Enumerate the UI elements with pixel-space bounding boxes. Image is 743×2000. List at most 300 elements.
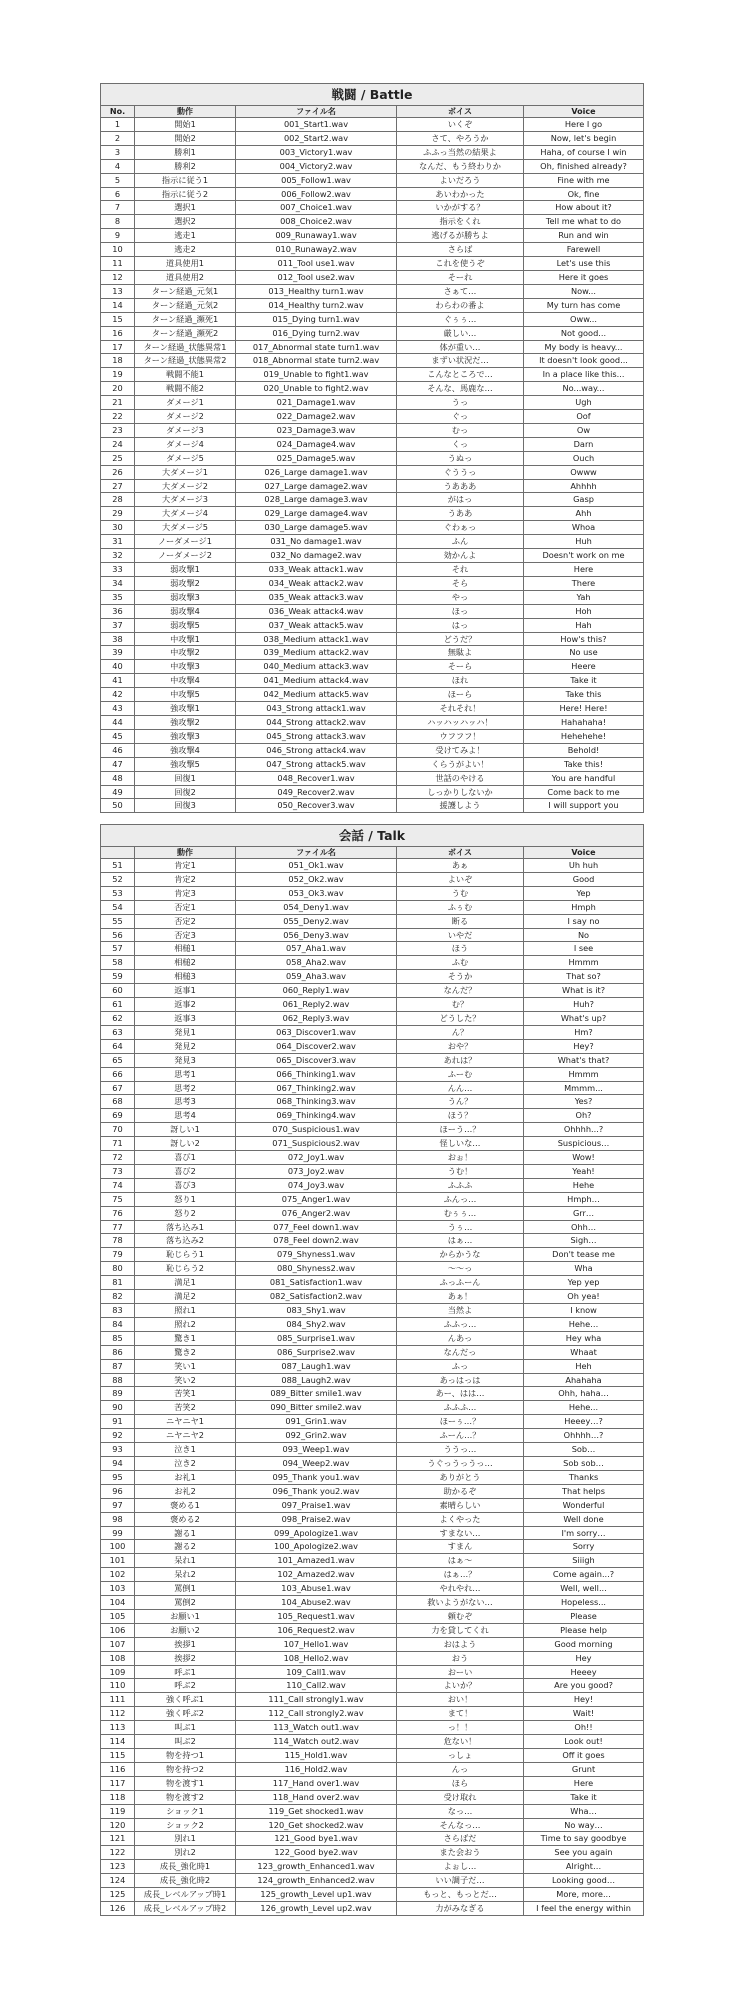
file-name-cell: 013_Healthy turn1.wav <box>236 284 397 298</box>
voice-en-cell: My body is heavy... <box>524 340 644 354</box>
action-cell: ダメージ5 <box>135 451 236 465</box>
table-row <box>101 1707 644 1721</box>
voice-jp-cell: いかがする？ <box>397 201 524 215</box>
voice-jp-cell: ほう？ <box>397 1109 524 1123</box>
col-header-voice-en: Voice <box>524 847 644 859</box>
action-cell: 謝る2 <box>135 1540 236 1554</box>
voice-jp-cell: んあっ <box>397 1331 524 1345</box>
file-name-cell: 117_Hand over1.wav <box>236 1776 397 1790</box>
action-cell: 弱攻撃1 <box>135 563 236 577</box>
table-row <box>101 1137 644 1151</box>
action-cell: 挨拶1 <box>135 1637 236 1651</box>
table-row <box>101 1067 644 1081</box>
action-cell: 中攻撃5 <box>135 688 236 702</box>
file-name-cell: 097_Praise1.wav <box>236 1498 397 1512</box>
row-number: 119 <box>101 1804 135 1818</box>
voice-en-cell: Tell me what to do <box>524 215 644 229</box>
row-number: 34 <box>101 576 135 590</box>
action-cell: 罵倒2 <box>135 1596 236 1610</box>
table-row <box>101 1011 644 1025</box>
table-row <box>101 1846 644 1860</box>
row-number: 66 <box>101 1067 135 1081</box>
row-number: 93 <box>101 1443 135 1457</box>
table-row <box>101 270 644 284</box>
table-row <box>101 1415 644 1429</box>
voice-en-cell: Not good... <box>524 326 644 340</box>
voice-en-cell: Yah <box>524 590 644 604</box>
action-cell: 物を持つ1 <box>135 1749 236 1763</box>
table-row <box>101 201 644 215</box>
action-cell: 成長_強化時2 <box>135 1874 236 1888</box>
voice-jp-cell: むぅぅ… <box>397 1206 524 1220</box>
voice-jp-cell: まて！ <box>397 1707 524 1721</box>
voice-jp-cell: はぁ…？ <box>397 1568 524 1582</box>
action-cell: 否定2 <box>135 914 236 928</box>
voice-en-cell: Well done <box>524 1512 644 1526</box>
file-name-cell: 036_Weak attack4.wav <box>236 604 397 618</box>
table-row <box>101 396 644 410</box>
row-number: 52 <box>101 872 135 886</box>
voice-en-cell: My turn has come <box>524 298 644 312</box>
file-name-cell: 024_Damage4.wav <box>236 437 397 451</box>
table-row <box>101 1373 644 1387</box>
voice-jp-cell: おはよう <box>397 1637 524 1651</box>
row-number: 96 <box>101 1484 135 1498</box>
voice-en-cell: How about it? <box>524 201 644 215</box>
voice-jp-cell: 効かんよ <box>397 549 524 563</box>
row-number: 114 <box>101 1735 135 1749</box>
voice-en-cell: Whaat <box>524 1345 644 1359</box>
row-number: 84 <box>101 1317 135 1331</box>
action-cell: 怒り2 <box>135 1206 236 1220</box>
table-row <box>101 1234 644 1248</box>
voice-en-cell: Hopeless... <box>524 1596 644 1610</box>
table-row <box>101 451 644 465</box>
action-cell: 発見3 <box>135 1053 236 1067</box>
table-row <box>101 1025 644 1039</box>
voice-en-cell: Ohh, haha… <box>524 1387 644 1401</box>
table-row <box>101 1095 644 1109</box>
file-name-cell: 067_Thinking2.wav <box>236 1081 397 1095</box>
file-name-cell: 051_Ok1.wav <box>236 859 397 873</box>
table-row <box>101 1387 644 1401</box>
row-number: 95 <box>101 1470 135 1484</box>
row-number: 110 <box>101 1679 135 1693</box>
table-row <box>101 1735 644 1749</box>
file-name-cell: 107_Hello1.wav <box>236 1637 397 1651</box>
action-cell: 相槌2 <box>135 956 236 970</box>
voice-jp-cell: うあああ <box>397 479 524 493</box>
file-name-cell: 078_Feel down2.wav <box>236 1234 397 1248</box>
table-row <box>101 859 644 873</box>
file-name-cell: 118_Hand over2.wav <box>236 1790 397 1804</box>
voice-jp-cell: ほう <box>397 942 524 956</box>
col-header-voice-jp: ボイス <box>397 847 524 859</box>
voice-en-cell: Oh yea! <box>524 1290 644 1304</box>
voice-en-cell: Heeey…? <box>524 1415 644 1429</box>
table-row <box>101 1721 644 1735</box>
voice-jp-cell: んっ <box>397 1762 524 1776</box>
table-row <box>101 1874 644 1888</box>
voice-jp-cell: いくぞ <box>397 118 524 132</box>
action-cell: お礼1 <box>135 1470 236 1484</box>
row-number: 48 <box>101 771 135 785</box>
table-row <box>101 688 644 702</box>
row-number: 46 <box>101 743 135 757</box>
voice-en-cell: Wow! <box>524 1151 644 1165</box>
voice-jp-cell: ふっふーん <box>397 1276 524 1290</box>
action-cell: 選択2 <box>135 215 236 229</box>
row-number: 49 <box>101 785 135 799</box>
action-cell: 中攻撃1 <box>135 632 236 646</box>
voice-jp-cell: なんだっ <box>397 1345 524 1359</box>
file-name-cell: 032_No damage2.wav <box>236 549 397 563</box>
action-cell: 落ち込み2 <box>135 1234 236 1248</box>
action-cell: ニヤニヤ2 <box>135 1429 236 1443</box>
file-name-cell: 047_Strong attack5.wav <box>236 757 397 771</box>
action-cell: ショック1 <box>135 1804 236 1818</box>
voice-jp-cell: むっ <box>397 423 524 437</box>
action-cell: 開始1 <box>135 118 236 132</box>
row-number: 31 <box>101 535 135 549</box>
action-cell: 笑い1 <box>135 1359 236 1373</box>
table-row <box>101 229 644 243</box>
row-number: 12 <box>101 270 135 284</box>
voice-jp-cell: ぐぅぅ… <box>397 312 524 326</box>
action-cell: 照れ1 <box>135 1304 236 1318</box>
action-cell: 笑い2 <box>135 1373 236 1387</box>
file-name-cell: 005_Follow1.wav <box>236 173 397 187</box>
action-cell: 戦闘不能2 <box>135 382 236 396</box>
voice-jp-cell: おや？ <box>397 1039 524 1053</box>
voice-en-cell: It doesn't look good... <box>524 354 644 368</box>
action-cell: 肯定1 <box>135 859 236 873</box>
action-cell: 弱攻撃3 <box>135 590 236 604</box>
action-cell: ターン経過_状態異常1 <box>135 340 236 354</box>
voice-en-cell: I'm sorry… <box>524 1526 644 1540</box>
file-name-cell: 065_Discover3.wav <box>236 1053 397 1067</box>
row-number: 69 <box>101 1109 135 1123</box>
voice-en-cell: Wha… <box>524 1804 644 1818</box>
action-cell: ダメージ3 <box>135 423 236 437</box>
action-cell: ターン経過_元気2 <box>135 298 236 312</box>
row-number: 112 <box>101 1707 135 1721</box>
voice-en-cell: Haha, of course I win <box>524 145 644 159</box>
action-cell: 強攻撃3 <box>135 729 236 743</box>
voice-en-cell: See you again <box>524 1846 644 1860</box>
file-name-cell: 125_growth_Level up1.wav <box>236 1888 397 1902</box>
voice-en-cell: Mmmm... <box>524 1081 644 1095</box>
voice-jp-cell: うぐっうっうっ… <box>397 1456 524 1470</box>
voice-en-cell: Heh <box>524 1359 644 1373</box>
file-name-cell: 061_Reply2.wav <box>236 998 397 1012</box>
voice-jp-cell: 危ない！ <box>397 1735 524 1749</box>
action-cell: 喜び3 <box>135 1178 236 1192</box>
row-number: 41 <box>101 674 135 688</box>
voice-jp-cell: ほら <box>397 1776 524 1790</box>
file-name-cell: 076_Anger2.wav <box>236 1206 397 1220</box>
voice-en-cell: Sorry <box>524 1540 644 1554</box>
voice-jp-cell: いやだ <box>397 928 524 942</box>
row-number: 28 <box>101 493 135 507</box>
action-cell: 大ダメージ1 <box>135 465 236 479</box>
file-name-cell: 031_No damage1.wav <box>236 535 397 549</box>
voice-jp-cell: はぁ… <box>397 1234 524 1248</box>
voice-en-cell: Come again...? <box>524 1568 644 1582</box>
action-cell: 成長_レベルアップ時1 <box>135 1888 236 1902</box>
file-name-cell: 104_Abuse2.wav <box>236 1596 397 1610</box>
voice-jp-cell: あれは？ <box>397 1053 524 1067</box>
voice-en-cell: Please <box>524 1609 644 1623</box>
action-cell: 返事3 <box>135 1011 236 1025</box>
action-cell: ノーダメージ1 <box>135 535 236 549</box>
voice-jp-cell: あっはっは <box>397 1373 524 1387</box>
row-number: 61 <box>101 998 135 1012</box>
file-name-cell: 025_Damage5.wav <box>236 451 397 465</box>
action-cell: 訝しい2 <box>135 1137 236 1151</box>
col-header-no <box>101 847 135 859</box>
row-number: 35 <box>101 590 135 604</box>
row-number: 123 <box>101 1860 135 1874</box>
voice-jp-cell: ふん <box>397 535 524 549</box>
row-number: 88 <box>101 1373 135 1387</box>
action-cell: 相槌3 <box>135 970 236 984</box>
voice-jp-cell: よいだろう <box>397 173 524 187</box>
file-name-cell: 073_Joy2.wav <box>236 1164 397 1178</box>
row-number: 64 <box>101 1039 135 1053</box>
row-number: 125 <box>101 1888 135 1902</box>
file-name-cell: 035_Weak attack3.wav <box>236 590 397 604</box>
row-number: 82 <box>101 1290 135 1304</box>
row-number: 99 <box>101 1526 135 1540</box>
file-name-cell: 008_Choice2.wav <box>236 215 397 229</box>
action-cell: お願い1 <box>135 1609 236 1623</box>
row-number: 25 <box>101 451 135 465</box>
action-cell: 呼ぶ1 <box>135 1665 236 1679</box>
file-name-cell: 098_Praise2.wav <box>236 1512 397 1526</box>
action-cell: 道具使用1 <box>135 257 236 271</box>
file-name-cell: 018_Abnormal state turn2.wav <box>236 354 397 368</box>
row-number: 33 <box>101 563 135 577</box>
row-number: 67 <box>101 1081 135 1095</box>
action-cell: 成長_レベルアップ時2 <box>135 1901 236 1915</box>
voice-en-cell: Hehe... <box>524 1401 644 1415</box>
table-row <box>101 1359 644 1373</box>
voice-en-cell: Hehe… <box>524 1317 644 1331</box>
action-cell: 思考3 <box>135 1095 236 1109</box>
row-number: 73 <box>101 1164 135 1178</box>
table-row <box>101 1637 644 1651</box>
action-cell: 勝利2 <box>135 159 236 173</box>
voice-en-cell: What's up? <box>524 1011 644 1025</box>
row-number: 109 <box>101 1665 135 1679</box>
action-cell: 弱攻撃2 <box>135 576 236 590</box>
voice-jp-cell: 逃げるが勝ちよ <box>397 229 524 243</box>
voice-jp-cell: からかうな <box>397 1248 524 1262</box>
action-cell: 叫ぶ2 <box>135 1735 236 1749</box>
action-cell: ノーダメージ2 <box>135 549 236 563</box>
row-number: 104 <box>101 1596 135 1610</box>
row-number: 86 <box>101 1345 135 1359</box>
talk-voice-table <box>100 824 644 1916</box>
row-number: 102 <box>101 1568 135 1582</box>
voice-en-cell: Hmmm <box>524 956 644 970</box>
table-row <box>101 187 644 201</box>
voice-en-cell: Ouch <box>524 451 644 465</box>
voice-en-cell: In a place like this... <box>524 368 644 382</box>
table-row <box>101 1749 644 1763</box>
action-cell: 大ダメージ5 <box>135 521 236 535</box>
voice-en-cell: Don't tease me <box>524 1248 644 1262</box>
voice-en-cell: I feel the energy within <box>524 1901 644 1915</box>
action-cell: ターン経過_状態異常2 <box>135 354 236 368</box>
table-row <box>101 998 644 1012</box>
voice-en-cell: Good <box>524 872 644 886</box>
voice-en-cell: Take this! <box>524 757 644 771</box>
voice-jp-cell: よいぞ <box>397 872 524 886</box>
voice-jp-cell: 受けてみよ！ <box>397 743 524 757</box>
file-name-cell: 045_Strong attack3.wav <box>236 729 397 743</box>
table-row <box>101 479 644 493</box>
action-cell: ダメージ2 <box>135 410 236 424</box>
file-name-cell: 063_Discover1.wav <box>236 1025 397 1039</box>
voice-jp-cell: おい！ <box>397 1693 524 1707</box>
voice-en-cell: What is it? <box>524 984 644 998</box>
voice-en-cell: Good morning <box>524 1637 644 1651</box>
file-name-cell: 040_Medium attack3.wav <box>236 660 397 674</box>
row-number: 30 <box>101 521 135 535</box>
row-number: 44 <box>101 715 135 729</box>
file-name-cell: 105_Request1.wav <box>236 1609 397 1623</box>
file-name-cell: 108_Hello2.wav <box>236 1651 397 1665</box>
row-number: 70 <box>101 1123 135 1137</box>
file-name-cell: 019_Unable to fight1.wav <box>236 368 397 382</box>
voice-en-cell: What's that? <box>524 1053 644 1067</box>
table-row <box>101 1456 644 1470</box>
file-name-cell: 001_Start1.wav <box>236 118 397 132</box>
voice-jp-cell: はっ <box>397 618 524 632</box>
action-cell: 中攻撃3 <box>135 660 236 674</box>
row-number: 115 <box>101 1749 135 1763</box>
table-row <box>101 1609 644 1623</box>
row-number: 56 <box>101 928 135 942</box>
voice-jp-cell: 援護しよう <box>397 799 524 813</box>
table-row <box>101 1151 644 1165</box>
file-name-cell: 058_Aha2.wav <box>236 956 397 970</box>
row-number: 6 <box>101 187 135 201</box>
file-name-cell: 057_Aha1.wav <box>236 942 397 956</box>
voice-jp-cell: 体が重い… <box>397 340 524 354</box>
table-row <box>101 1484 644 1498</box>
row-number: 75 <box>101 1192 135 1206</box>
file-name-cell: 096_Thank you2.wav <box>236 1484 397 1498</box>
voice-en-cell: Take it <box>524 674 644 688</box>
action-cell: 弱攻撃5 <box>135 618 236 632</box>
action-cell: 大ダメージ4 <box>135 507 236 521</box>
action-cell: 別れ2 <box>135 1846 236 1860</box>
action-cell: 回復3 <box>135 799 236 813</box>
row-number: 42 <box>101 688 135 702</box>
action-cell: 強攻撃4 <box>135 743 236 757</box>
action-cell: ターン経過_瀕死2 <box>135 326 236 340</box>
table-row <box>101 1317 644 1331</box>
voice-jp-cell: ふーむ <box>397 1067 524 1081</box>
file-name-cell: 068_Thinking3.wav <box>236 1095 397 1109</box>
action-cell: 強攻撃2 <box>135 715 236 729</box>
table-row <box>101 521 644 535</box>
voice-en-cell: Owww <box>524 465 644 479</box>
action-cell: 照れ2 <box>135 1317 236 1331</box>
voice-jp-cell: ふふっ… <box>397 1317 524 1331</box>
col-header-action: 動作 <box>135 847 236 859</box>
row-number: 21 <box>101 396 135 410</box>
row-number: 47 <box>101 757 135 771</box>
table-row <box>101 872 644 886</box>
table-row <box>101 632 644 646</box>
voice-en-cell: Hehe <box>524 1178 644 1192</box>
voice-en-cell: Ahhhh <box>524 479 644 493</box>
voice-jp-cell: がはっ <box>397 493 524 507</box>
table-row <box>101 257 644 271</box>
voice-jp-cell: んん… <box>397 1081 524 1095</box>
table-row <box>101 1470 644 1484</box>
action-cell: 否定3 <box>135 928 236 942</box>
table-row <box>101 423 644 437</box>
voice-jp-cell: そーれ <box>397 270 524 284</box>
voice-jp-cell: っしょ <box>397 1749 524 1763</box>
row-number: 15 <box>101 312 135 326</box>
file-name-cell: 112_Call strongly2.wav <box>236 1707 397 1721</box>
action-cell: 呆れ2 <box>135 1568 236 1582</box>
voice-en-cell: Take it <box>524 1790 644 1804</box>
voice-jp-cell: これを使うぞ <box>397 257 524 271</box>
table-row <box>101 886 644 900</box>
action-cell: 強く呼ぶ1 <box>135 1693 236 1707</box>
action-cell: ニヤニヤ1 <box>135 1415 236 1429</box>
voice-jp-cell: すまん <box>397 1540 524 1554</box>
table-row <box>101 1512 644 1526</box>
action-cell: 物を渡す2 <box>135 1790 236 1804</box>
file-name-cell: 048_Recover1.wav <box>236 771 397 785</box>
voice-jp-cell: ほっ <box>397 604 524 618</box>
file-name-cell: 070_Suspicious1.wav <box>236 1123 397 1137</box>
voice-jp-cell: うむ <box>397 886 524 900</box>
voice-en-cell: You are handful <box>524 771 644 785</box>
col-header-file: ファイル名 <box>236 106 397 118</box>
file-name-cell: 037_Weak attack5.wav <box>236 618 397 632</box>
voice-en-cell: No <box>524 928 644 942</box>
voice-jp-cell: おぉ！ <box>397 1151 524 1165</box>
file-name-cell: 084_Shy2.wav <box>236 1317 397 1331</box>
voice-jp-cell: ぐううっ <box>397 465 524 479</box>
table-row <box>101 1498 644 1512</box>
row-number: 81 <box>101 1276 135 1290</box>
voice-en-cell: That so? <box>524 970 644 984</box>
table-row <box>101 159 644 173</box>
voice-jp-cell: 厳しい… <box>397 326 524 340</box>
table-row <box>101 660 644 674</box>
file-name-cell: 120_Get shocked2.wav <box>236 1818 397 1832</box>
row-number: 39 <box>101 646 135 660</box>
voice-en-cell: Now... <box>524 284 644 298</box>
row-number: 63 <box>101 1025 135 1039</box>
file-name-cell: 042_Medium attack5.wav <box>236 688 397 702</box>
file-name-cell: 083_Shy1.wav <box>236 1304 397 1318</box>
voice-en-cell: Looking good… <box>524 1874 644 1888</box>
voice-en-cell: Hehehehe! <box>524 729 644 743</box>
voice-jp-cell: くらうがよい！ <box>397 757 524 771</box>
table-row <box>101 173 644 187</box>
